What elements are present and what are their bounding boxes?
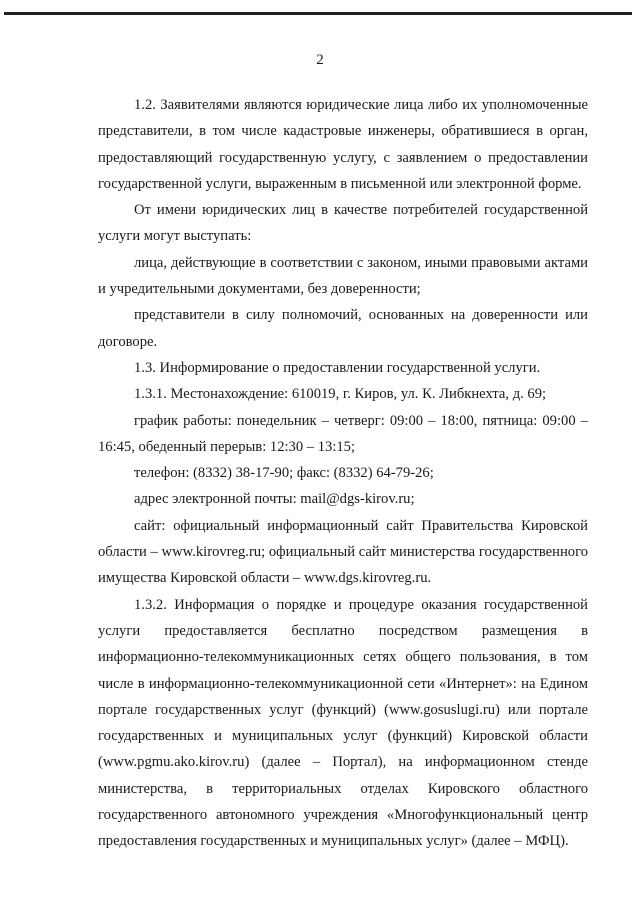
paragraph-representatives: представители в силу полномочий, основанных на доверенности или договоре. xyxy=(98,307,588,350)
paragraph-email: адрес электронной почты: mail@dgs-kirov.ru; xyxy=(134,491,415,508)
paragraph-phone-fax: телефон: (8332) 38-17-90; факс: (8332) 64-79-26; xyxy=(134,465,434,482)
document-body xyxy=(98,92,588,855)
top-border-line xyxy=(4,12,632,15)
paragraph-1-3-2: 1.3.2. Информация о порядке и процедуре оказания государственной услуги предоставляется бесплатно посредством размещения в информационно-телекоммуникационных сетях общего пользования, в том числе в информационно-телекоммуникационной сети «Интернет»: на Едином портале государственных услуг (функций) (www.gosuslugi.ru) или портале государственных и муниципальных услуг (функций) Кировской области (www.pgmu.ako.kirov.ru) (далее – Портал), на информационном стенде министерства, в территориальных отделах Кировского областного государственного автономного учреждения «Многофункциональный центр предоставления государственных и муниципальных услуг» (далее – МФЦ). xyxy=(98,596,588,850)
paragraph-1-2: 1.2. Заявителями являются юридические лица либо их уполномоченные представители, в том числе кадастровые инженеры, обратившиеся в орган, предоставляющий государственную услугу, с заявлением о предоставлении государственной услуги, выраженным в письменной или электронной форме. xyxy=(98,97,588,192)
paragraph-1-3: 1.3. Информирование о предоставлении государственной услуги. xyxy=(134,359,541,376)
paragraph-schedule: график работы: понедельник – четверг: 09:00 – 18:00, пятница: 09:00 – 16:45, обеденный перерыв: 12:30 – 13:15; xyxy=(98,412,588,455)
paragraph-persons-acting: лица, действующие в соответствии с законом, иными правовыми актами и учредительными документами, без доверенности; xyxy=(98,254,588,298)
paragraph-legal-entities: От имени юридических лиц в качестве потребителей государственной услуги могут выступать: xyxy=(98,202,588,245)
page-number: 2 xyxy=(316,52,324,68)
paragraph-location: 1.3.1. Местонахождение: 610019, г. Киров, ул. К. Либкнехта, д. 69; xyxy=(134,386,547,403)
paragraph-websites: сайт: официальный информационный сайт Правительства Кировской области – www.kirovreg.ru; официальный сайт министерства государственного имущества Кировской области – www.dgs.kirovreg.ru. xyxy=(98,517,588,587)
